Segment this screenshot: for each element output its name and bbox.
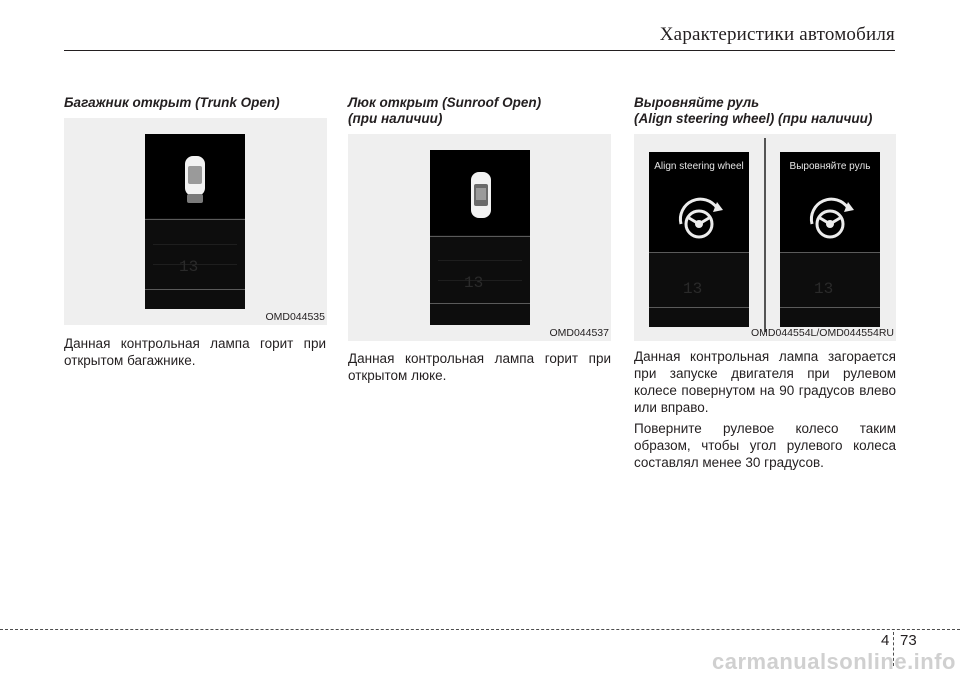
paragraph: Данная контрольная лампа горит при открытом люке. <box>348 351 611 383</box>
figure-divider <box>764 138 766 332</box>
figure-code: OMD044535 <box>265 311 325 323</box>
cluster-display-image <box>649 152 749 327</box>
section-align-steering <box>634 95 896 127</box>
steering-wheel-icon <box>804 190 856 242</box>
screen-message: Align steering wheel <box>654 161 744 172</box>
section-title-line: Выровняйте руль <box>634 95 760 110</box>
gauge-ghost: 13 <box>179 258 199 276</box>
section-body <box>634 348 896 475</box>
gauge-ghost: 13 <box>464 274 484 292</box>
section-title <box>348 95 610 127</box>
section-body <box>64 335 326 373</box>
section-title-line: Багажник открыт (Trunk Open) <box>64 95 280 110</box>
figure-code: OMD044554L/OMD044554RU <box>751 327 894 339</box>
footer-rule <box>0 629 960 630</box>
chapter-number: 4 <box>881 632 890 649</box>
cluster-display-image <box>780 152 880 327</box>
cluster-display-image <box>145 134 245 309</box>
section-title <box>64 95 326 111</box>
paragraph: Поверните рулевое колесо таким образом, чтобы угол рулевого колеса составлял менее 30 градусов. <box>634 421 896 470</box>
paragraph: Данная контрольная лампа горит при открытом багажнике. <box>64 336 326 368</box>
section-body <box>348 350 611 388</box>
running-header: Характеристики автомобиля <box>659 24 895 45</box>
car-trunk-open-icon <box>182 154 208 206</box>
section-title <box>634 95 896 127</box>
page-number: 73 <box>900 632 917 649</box>
car-sunroof-open-icon <box>468 170 494 222</box>
gauge-ghost: 13 <box>683 280 703 298</box>
section-title-line: (при наличии) <box>348 111 443 126</box>
cluster-display-image <box>430 150 530 325</box>
figure-trunk-open <box>64 118 327 325</box>
figure-sunroof-open <box>348 134 611 341</box>
section-title-line: Люк открыт (Sunroof Open) <box>348 95 542 110</box>
figure-code: OMD044537 <box>549 327 609 339</box>
header-rule <box>64 50 895 51</box>
paragraph: Данная контрольная лампа загорается при запуске двигателя при рулевом колесе повернутом на 90 градусов влево или вправо. <box>634 349 896 415</box>
section-title-line: (Align steering wheel) (при наличии) <box>634 111 873 126</box>
screen-message: Выровняйте руль <box>789 161 871 172</box>
section-sunroof-open <box>348 95 610 127</box>
watermark: carmanualsonline.info <box>712 649 956 674</box>
figure-align-steering <box>634 134 896 341</box>
steering-wheel-icon <box>673 190 725 242</box>
section-trunk-open <box>64 95 326 111</box>
gauge-ghost: 13 <box>814 280 834 298</box>
